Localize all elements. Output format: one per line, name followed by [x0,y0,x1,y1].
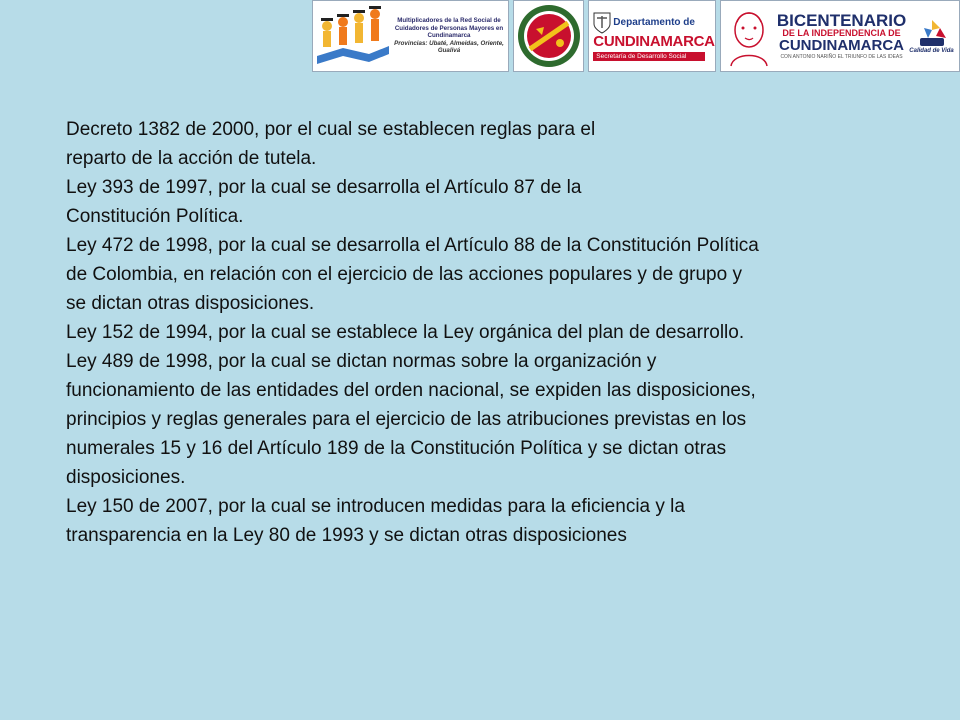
text-line: Ley 472 de 1998, por la cual se desarrolla el Artículo 88 de la Constitución Política [66,235,759,256]
portrait-icon [721,4,777,68]
bicentenario-line3: CUNDINAMARCA [779,37,905,54]
legal-text-block [66,115,866,550]
red-social-line1: Multiplicadores de la Red Social de [397,17,501,25]
text-line: funcionamiento de las entidades del orden nacional, se expiden las disposiciones, [66,380,756,401]
red-social-provincias: Provincias: Ubaté, Almeidas, Oriente, Gualivá [394,39,504,55]
red-social-line2: Cuidadores de Personas Mayores en [394,24,504,32]
text-line: Constitución Política. [66,206,244,227]
text-line: numerales 15 y 16 del Artículo 189 de la Constitución Política y se dictan otras [66,438,727,459]
text-line: principios y reglas generales para el ejercicio de las atribuciones previstas en los [66,409,747,430]
shield-icon [593,12,611,34]
coat-of-arms-icon [516,3,582,69]
red-social-text [393,17,505,54]
bicentenario-logo [720,0,960,72]
bicentenario-line1: BICENTENARIO [776,11,907,30]
calidad-vida-icon [916,18,948,48]
text-line: disposiciones. [66,467,186,488]
coat-of-arms-logo [513,0,585,72]
bicentenario-line4: CON ANTONIO NARIÑO EL TRIUNFO DE LAS IDEAS [780,54,903,60]
text-line: de Colombia, en relación con el ejercicio de las acciones populares y de grupo y [66,264,742,285]
text-line: Ley 393 de 1997, por la cual se desarrolla el Artículo 87 de la [66,177,582,198]
bicentenario-text [777,12,907,60]
bicentenario-line2: DE LA INDEPENDENCIA DE [782,28,901,38]
departamento-top [593,12,714,34]
red-social-line3: Cundinamarca [427,32,471,40]
text-line: reparto de la acción de tutela. [66,148,317,169]
text-line: Ley 152 de 1994, por la cual se establece la Ley orgánica del plan de desarrollo. [66,322,745,343]
departamento-big-label: CUNDINAMARCA [593,32,715,50]
red-social-logo [312,0,509,72]
people-puzzle-icon [313,4,393,68]
text-line: Ley 489 de 1998, por la cual se dictan normas sobre la organización y [66,351,657,372]
calidad-vida-logo [907,18,957,54]
departamento-sub-label: Secretaría de Desarrollo Social [593,52,705,61]
text-line: Ley 150 de 2007, por la cual se introducen medidas para la eficiencia y la [66,496,685,517]
logo-bar [312,0,960,72]
text-line: transparencia en la Ley 80 de 1993 y se dictan otras disposiciones [66,525,627,546]
calidad-vida-label: Calidad de Vida [909,48,954,54]
departamento-logo [588,0,715,72]
departamento-small-label: Departamento de [613,17,695,28]
text-line: Decreto 1382 de 2000, por el cual se establecen reglas para el [66,119,596,140]
text-line: se dictan otras disposiciones. [66,293,315,314]
